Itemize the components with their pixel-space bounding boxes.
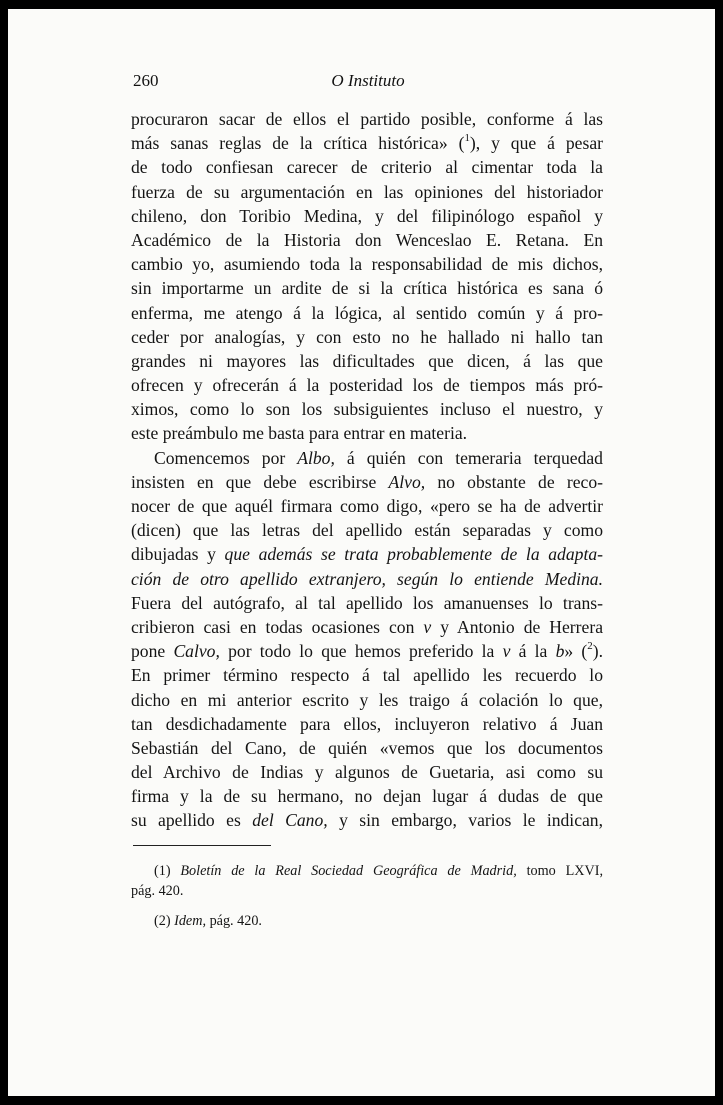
footnote-1 — [131, 862, 603, 901]
page-number: 260 — [133, 71, 159, 90]
paragraph-2 — [131, 446, 603, 833]
footnote-line: (1) Boletín de la Real Sociedad Geográfica de Madrid, tomo LXVI, — [154, 863, 604, 879]
text-line: nocer de que aquél firmara como digo, «pero se ha de advertir — [131, 496, 603, 516]
footnote-ref-2: 2 — [587, 640, 593, 653]
text-line: ción de otro apellido extranjero, según lo entiende Medina. — [131, 568, 603, 589]
text-line: insisten en que debe escribirse Alvo, no obstante de reco- — [131, 471, 603, 492]
book-page — [8, 9, 715, 1096]
text-line: grandes ni mayores las dificultades que dicen, á las que — [131, 350, 603, 371]
text-line: En primer término respecto á tal apellido les recuerdo lo — [131, 665, 603, 686]
text-line: de todo confiesan carecer de criterio al cimentar toda la — [131, 157, 603, 178]
footnote-line: (2) Idem, pág. 420. — [154, 913, 262, 929]
text-line: dibujadas y que además se trata probablemente de la adapta- — [131, 544, 603, 565]
text-line: Comencemos por Albo, á quién con temeraria terquedad — [154, 447, 603, 468]
main-text — [131, 107, 603, 833]
running-head: O Instituto — [331, 71, 405, 90]
text-line: fuerza de su argumentación en las opiniones del historiador — [131, 181, 603, 202]
footnotes — [131, 862, 603, 932]
text-line: sin importarme un ardite de si la crítica histórica es sana ó — [131, 278, 603, 299]
text-line: dicho en mi anterior escrito y les traigo á colación lo que, — [131, 689, 603, 710]
text-line: pone Calvo, por todo lo que hemos preferido la v á la b» ($^2$). — [131, 640, 603, 662]
text-line: ximos, como lo son los subsiguientes incluso el nuestro, y — [131, 399, 603, 420]
text-line: Académico de la Historia don Wenceslao E. Retana. En — [131, 229, 603, 250]
footnote-ref-1: 1 — [464, 132, 470, 145]
text-line: del Archivo de Indias y algunos de Guetaria, asi como su — [131, 762, 603, 783]
footnote-2 — [131, 912, 603, 932]
paragraph-1 — [131, 107, 603, 446]
text-line: (dicen) que las letras del apellido están separadas y como — [131, 520, 603, 541]
text-line: este preámbulo me basta para entrar en materia. — [131, 423, 468, 444]
footnote-mark: (1) — [154, 863, 171, 879]
text-line: procuraron sacar de ellos el partido posible, conforme á las — [131, 109, 603, 129]
footnote-mark: (2) — [154, 913, 171, 929]
text-line: más sanas reglas de la crítica histórica» ($^1$), y que á pesar — [131, 132, 603, 154]
text-line: enferma, me atengo á la lógica, al sentido común y á pro- — [131, 302, 603, 323]
text-line: cambio yo, asumiendo toda la responsabilidad de mis dichos, — [131, 254, 603, 275]
footnote-line: pág. 420. — [131, 882, 184, 899]
text-line: su apellido es del Cano, y sin embargo, varios le indican, — [131, 810, 604, 831]
text-line: cribieron casi en todas ocasiones con v y Antonio de Herrera — [131, 616, 604, 637]
text-line: Fuera del autógrafo, al tal apellido los amanuenses lo trans- — [131, 592, 603, 613]
footnote-divider — [133, 845, 271, 846]
text-line: firma y la de su hermano, no dejan lugar á dudas de que — [131, 786, 603, 807]
text-line: Sebastián del Cano, de quién «vemos que los documentos — [131, 737, 603, 758]
page-header — [133, 71, 603, 95]
text-line: tan desdichadamente para ellos, incluyeron relativo á Juan — [131, 713, 603, 734]
text-line: chileno, don Toribio Medina, y del filipinólogo español y — [131, 205, 603, 226]
text-line: ofrecen y ofrecerán á la posteridad los de tiempos más pró- — [131, 375, 603, 396]
text-line: ceder por analogías, y con esto no he hallado ni hallo tan — [131, 326, 603, 347]
